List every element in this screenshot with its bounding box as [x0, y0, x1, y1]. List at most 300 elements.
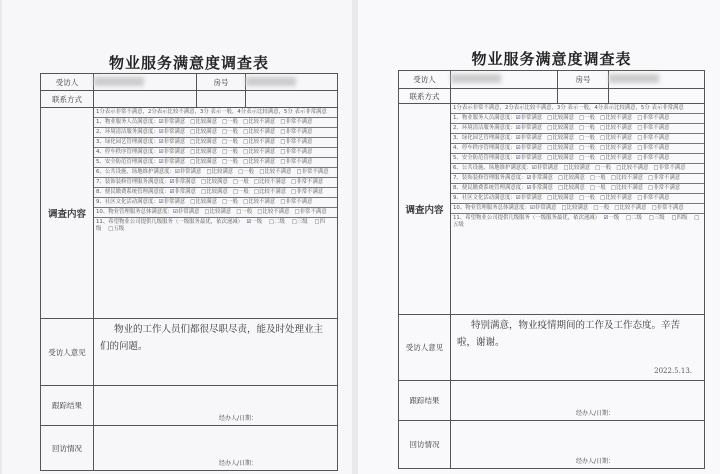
option-checkbox[interactable]: [637, 155, 669, 161]
option-label: 比较满意: [563, 185, 585, 191]
option-label: 比较不满意: [621, 165, 649, 171]
option-checkbox[interactable]: [516, 155, 542, 161]
option-label: 比较不满意: [248, 149, 276, 155]
option-checkbox[interactable]: [600, 135, 632, 141]
option-label: 比较不满意: [262, 209, 290, 215]
option-checkbox[interactable]: [527, 175, 553, 181]
option-checkbox[interactable]: [190, 129, 217, 135]
option-label: 非常满意: [520, 115, 543, 121]
checkbox-icon: □: [648, 215, 654, 221]
option-checkbox[interactable]: [243, 119, 275, 125]
checkbox-icon: □: [547, 145, 553, 151]
checkbox-icon: □: [625, 215, 632, 221]
survey-content: [451, 104, 705, 315]
checkbox-icon: □: [648, 175, 654, 181]
checkbox-icon: □: [637, 145, 643, 151]
checkbox-icon: ☑: [515, 135, 521, 141]
opinion-text: [451, 315, 704, 380]
interviewee-value: [451, 71, 558, 89]
checkbox-icon: ☑: [603, 215, 609, 221]
checkbox-icon: □: [294, 209, 300, 215]
interviewee-value: [94, 74, 197, 91]
option-checkbox[interactable]: [579, 155, 595, 161]
option-checkbox[interactable]: [590, 185, 606, 191]
option-label: 比较满意: [195, 159, 217, 165]
handler-date-label: 经办人/日期：: [219, 415, 258, 422]
room-label: 房号: [558, 71, 609, 89]
checkbox-icon: □: [637, 155, 643, 161]
survey-item: [451, 184, 704, 194]
checkbox-icon: □: [243, 119, 249, 125]
option-checkbox[interactable]: [530, 205, 556, 211]
checkbox-icon: ☑: [515, 195, 521, 201]
option-checkbox[interactable]: [222, 119, 238, 125]
checkbox-icon: □: [291, 189, 297, 195]
option-label: 非常不满意: [285, 129, 313, 135]
option-checkbox[interactable]: [563, 165, 590, 171]
option-checkbox[interactable]: [614, 205, 646, 211]
option-label: 非常满意: [163, 199, 186, 205]
option-label: 一般: [227, 129, 238, 135]
level-checkbox[interactable]: [626, 215, 642, 221]
option-checkbox[interactable]: [257, 209, 289, 215]
checkbox-icon: □: [280, 159, 286, 165]
option-checkbox[interactable]: [547, 115, 574, 121]
option-label: 比较满意: [552, 155, 574, 161]
item-question: 4、停车秩序管理满意度：: [96, 149, 159, 155]
option-label: 一般: [237, 179, 249, 185]
redacted: [94, 77, 144, 86]
option-checkbox[interactable]: [175, 169, 201, 175]
option-checkbox[interactable]: [222, 199, 238, 205]
option-checkbox[interactable]: [593, 205, 609, 211]
option-checkbox[interactable]: [233, 189, 249, 195]
item-question: 6、公共设施、场地维护满意度：: [453, 165, 532, 171]
option-checkbox[interactable]: [222, 129, 238, 135]
option-checkbox[interactable]: [201, 189, 228, 195]
option-label: 比较不满意: [264, 169, 292, 175]
option-label: 比较满意: [206, 179, 228, 185]
option-checkbox[interactable]: [190, 149, 217, 155]
option-checkbox[interactable]: [243, 139, 275, 145]
level-checkbox[interactable]: [246, 219, 262, 225]
option-label: 比较满意: [195, 129, 217, 135]
item-question: 4、停车秩序管理满意度：: [453, 145, 516, 151]
option-label: 非常不满意: [296, 189, 324, 195]
option-checkbox[interactable]: [516, 135, 542, 141]
checkbox-icon: ☑: [158, 139, 164, 145]
handler-date-label: 经办人/日期：: [576, 410, 615, 417]
option-label: 非常满意: [179, 169, 202, 175]
checkbox-icon: □: [600, 145, 606, 151]
option-checkbox[interactable]: [159, 159, 185, 165]
option-checkbox[interactable]: [600, 155, 632, 161]
option-checkbox[interactable]: [170, 179, 196, 185]
checkbox-icon: □: [190, 129, 196, 135]
option-checkbox[interactable]: [280, 129, 312, 135]
option-checkbox[interactable]: [190, 119, 217, 125]
option-checkbox[interactable]: [600, 125, 632, 131]
level-label: 一级: [608, 215, 620, 221]
option-label: 一般: [584, 195, 595, 201]
scale-note: 1分表示非常不满意，2分表示比较不满意，3分 表示一般，4分表示比较满意，5分 表示非常满意: [94, 108, 337, 118]
option-checkbox[interactable]: [243, 129, 275, 135]
option-checkbox[interactable]: [652, 205, 684, 211]
checkbox-icon: ☑: [515, 155, 521, 161]
option-checkbox[interactable]: [170, 189, 196, 195]
level-checkbox[interactable]: [603, 215, 619, 221]
option-label: 比较满意: [566, 205, 589, 211]
option-checkbox[interactable]: [637, 135, 669, 141]
item-question: 3、绿化园艺管理满意度：: [96, 139, 159, 145]
option-checkbox[interactable]: [280, 159, 312, 165]
option-checkbox[interactable]: [516, 145, 542, 151]
option-label: 比较满意: [552, 135, 574, 141]
survey-table: [40, 73, 338, 471]
survey-label: 调查内容: [41, 108, 94, 319]
opinion-text: [94, 319, 337, 385]
option-checkbox[interactable]: [243, 159, 275, 165]
checkbox-icon: □: [222, 119, 228, 125]
option-label: 一般: [598, 205, 610, 211]
checkbox-icon: □: [563, 165, 569, 171]
checkbox-icon: □: [222, 139, 228, 145]
option-label: 非常不满意: [656, 205, 684, 211]
option-label: 一般: [594, 185, 606, 191]
option-label: 非常不满意: [285, 119, 313, 125]
option-checkbox[interactable]: [654, 165, 686, 171]
option-checkbox[interactable]: [238, 169, 254, 175]
checkbox-icon: □: [238, 169, 244, 175]
checkbox-icon: □: [579, 195, 585, 201]
option-label: 非常不满意: [299, 209, 327, 215]
contact-value: [94, 91, 197, 108]
option-label: 非常不满意: [642, 155, 670, 161]
checkbox-icon: □: [232, 179, 238, 185]
checkbox-icon: □: [268, 219, 275, 225]
option-label: 比较不满意: [248, 139, 276, 145]
option-checkbox[interactable]: [190, 159, 217, 165]
option-checkbox[interactable]: [159, 199, 185, 205]
option-checkbox[interactable]: [201, 179, 228, 185]
option-checkbox[interactable]: [637, 115, 669, 121]
scale-note: 1分表示非常不满意，2分表示比较不满意，3分 表示一般，4分表示比较满意，5分 表示非常满意: [451, 104, 704, 114]
option-checkbox[interactable]: [159, 149, 185, 155]
option-label: 比较满意: [211, 169, 234, 175]
checkbox-icon: □: [296, 169, 302, 175]
checkbox-icon: □: [280, 199, 286, 205]
checkbox-icon: ☑: [172, 209, 178, 215]
option-label: 比较不满意: [605, 155, 633, 161]
option-checkbox[interactable]: [579, 125, 595, 131]
level-checkbox[interactable]: [671, 215, 687, 221]
checkbox-icon: □: [280, 139, 286, 145]
option-checkbox[interactable]: [291, 189, 323, 195]
option-label: 比较不满意: [605, 115, 633, 121]
option-checkbox[interactable]: [233, 179, 249, 185]
option-label: 一般: [241, 209, 253, 215]
option-checkbox[interactable]: [595, 165, 611, 171]
opinion-label: 受访人意见: [41, 319, 94, 386]
option-label: 比较不满意: [616, 175, 643, 181]
option-label: 一般: [227, 159, 238, 165]
tracking-label: 跟踪结果: [41, 386, 94, 426]
option-checkbox[interactable]: [243, 199, 275, 205]
option-label: 比较不满意: [259, 179, 286, 185]
checkbox-icon: □: [616, 165, 622, 171]
option-label: 比较不满意: [616, 185, 643, 191]
checkbox-icon: □: [280, 129, 286, 135]
checkbox-icon: ☑: [515, 145, 521, 151]
option-checkbox[interactable]: [600, 115, 632, 121]
option-label: 一般: [227, 119, 238, 125]
option-label: 一般: [227, 149, 238, 155]
item-question: 8、便民缴费系统管理满意度：: [96, 189, 170, 195]
option-label: 比较满意: [552, 115, 574, 121]
option-checkbox[interactable]: [547, 125, 574, 131]
option-checkbox[interactable]: [579, 135, 595, 141]
checkbox-icon: □: [222, 129, 228, 135]
item-question: 7、装饰装修管理服务满意度：: [453, 175, 527, 181]
option-checkbox[interactable]: [600, 195, 632, 201]
room-value: [246, 74, 338, 91]
survey-content: [94, 108, 338, 319]
option-checkbox[interactable]: [547, 145, 574, 151]
form-title: 物业服务满意度调查表: [108, 54, 269, 72]
option-checkbox[interactable]: [516, 115, 542, 121]
option-label: 一般: [237, 189, 249, 195]
option-label: 比较满意: [552, 145, 574, 151]
checkbox-icon: □: [558, 175, 564, 181]
option-label: 比较不满意: [248, 119, 276, 125]
option-label: 非常满意: [174, 189, 196, 195]
form-title: 物业服务满意度调查表: [471, 50, 632, 68]
option-checkbox[interactable]: [579, 115, 595, 121]
checkbox-icon: □: [190, 159, 196, 165]
option-checkbox[interactable]: [611, 185, 643, 191]
option-checkbox[interactable]: [516, 195, 542, 201]
option-label: 一般: [243, 169, 255, 175]
checkbox-icon: □: [243, 149, 249, 155]
level-label: 四级: [96, 219, 325, 232]
level-label: 四级: [676, 215, 688, 221]
survey-item-11: [451, 214, 704, 230]
option-label: 比较不满意: [605, 145, 633, 151]
option-label: 比较满意: [206, 189, 228, 195]
item-question: 3、绿化园艺管理满意度：: [453, 135, 516, 141]
checkbox-icon: □: [190, 149, 196, 155]
option-checkbox[interactable]: [648, 175, 680, 181]
room-label: 房号: [197, 74, 246, 91]
option-checkbox[interactable]: [254, 179, 286, 185]
option-checkbox[interactable]: [236, 209, 252, 215]
handler-date-label: 经办人/日期：: [219, 460, 258, 467]
level-label: 二级: [274, 219, 285, 225]
option-checkbox[interactable]: [222, 149, 238, 155]
option-label: 非常满意: [177, 209, 200, 215]
checkbox-icon: □: [201, 179, 207, 185]
item-question: 10、物业管理服务总体满意度：: [96, 209, 173, 215]
option-checkbox[interactable]: [159, 139, 185, 145]
option-checkbox[interactable]: [243, 149, 275, 155]
option-checkbox[interactable]: [280, 199, 312, 205]
checkbox-icon: □: [637, 115, 643, 121]
checkbox-icon: □: [222, 159, 228, 165]
option-checkbox[interactable]: [280, 119, 312, 125]
option-checkbox[interactable]: [254, 189, 286, 195]
option-checkbox[interactable]: [616, 165, 648, 171]
level-label: 五级: [453, 222, 464, 228]
option-checkbox[interactable]: [579, 195, 595, 201]
option-checkbox[interactable]: [600, 145, 632, 151]
survey-item: [94, 148, 337, 158]
option-label: 非常不满意: [642, 115, 670, 121]
option-label: 一般: [594, 175, 606, 181]
option-checkbox[interactable]: [222, 159, 238, 165]
option-checkbox[interactable]: [527, 185, 553, 191]
option-label: 非常不满意: [653, 175, 681, 181]
option-checkbox[interactable]: [206, 169, 233, 175]
checkbox-icon: □: [671, 215, 677, 221]
option-checkbox[interactable]: [558, 185, 585, 191]
level-label: 五级: [113, 226, 125, 232]
checkbox-icon: ☑: [515, 125, 521, 131]
option-checkbox[interactable]: [259, 169, 291, 175]
option-label: 非常满意: [520, 145, 543, 151]
option-label: 非常不满意: [658, 165, 686, 171]
option-label: 比较满意: [195, 199, 217, 205]
interviewee-label: 受访人: [41, 74, 94, 91]
option-checkbox[interactable]: [611, 175, 643, 181]
option-checkbox[interactable]: [205, 209, 232, 215]
option-label: 非常满意: [520, 155, 543, 161]
checkbox-icon: □: [243, 199, 249, 205]
option-label: 非常满意: [163, 129, 186, 135]
checkbox-icon: □: [637, 125, 643, 131]
option-label: 一般: [584, 155, 595, 161]
checkbox-icon: ☑: [531, 165, 537, 171]
survey-item: [94, 178, 337, 188]
checkbox-icon: □: [589, 175, 595, 181]
option-label: 非常不满意: [296, 179, 324, 185]
checkbox-icon: □: [259, 169, 265, 175]
option-checkbox[interactable]: [532, 165, 558, 171]
survey-item: [451, 144, 704, 154]
checkbox-icon: ☑: [158, 159, 164, 165]
option-checkbox[interactable]: [222, 139, 238, 145]
checkbox-icon: □: [610, 175, 617, 181]
checkbox-icon: □: [593, 205, 599, 211]
level-checkbox[interactable]: [269, 219, 285, 225]
item-question: 5、安全防范管理满意度：: [453, 155, 516, 161]
checkbox-icon: □: [280, 149, 286, 155]
item-question: 7、装饰装修管理服务满意度：: [96, 179, 170, 185]
option-checkbox[interactable]: [190, 199, 217, 205]
option-checkbox[interactable]: [280, 149, 312, 155]
checkbox-icon: □: [610, 185, 617, 191]
checkbox-icon: □: [561, 205, 567, 211]
option-checkbox[interactable]: [173, 209, 199, 215]
level-checkbox[interactable]: [649, 215, 665, 221]
checkbox-icon: □: [243, 129, 249, 135]
option-label: 比较不满意: [605, 135, 633, 141]
option-label: 比较不满意: [605, 195, 633, 201]
option-checkbox[interactable]: [297, 169, 329, 175]
checkbox-icon: □: [614, 205, 620, 211]
option-label: 非常满意: [531, 175, 553, 181]
survey-item: [451, 114, 704, 124]
option-checkbox[interactable]: [547, 135, 574, 141]
checkbox-icon: □: [558, 185, 564, 191]
opinion-label: 受访人意见: [399, 315, 451, 381]
item-question: 9、社区文化活动满意度：: [96, 199, 159, 205]
checkbox-icon: □: [547, 155, 553, 161]
option-checkbox[interactable]: [280, 139, 312, 145]
option-checkbox[interactable]: [590, 175, 606, 181]
survey-item: [451, 154, 704, 164]
option-label: 非常满意: [163, 149, 186, 155]
option-checkbox[interactable]: [558, 175, 585, 181]
survey-item: [94, 128, 337, 138]
option-label: 比较满意: [195, 149, 217, 155]
checkbox-icon: □: [651, 205, 657, 211]
redacted: [609, 74, 659, 83]
level-label: 二级: [631, 215, 642, 221]
level-checkbox[interactable]: [108, 226, 124, 232]
option-label: 非常满意: [536, 165, 559, 171]
option-checkbox[interactable]: [159, 129, 185, 135]
checkbox-icon: □: [600, 115, 606, 121]
option-label: 一般: [584, 145, 595, 151]
level-checkbox[interactable]: [292, 219, 308, 225]
item-question: 9、社区文化活动满意度：: [453, 195, 516, 201]
option-checkbox[interactable]: [547, 155, 574, 161]
option-label: 比较满意: [552, 125, 574, 131]
checkbox-icon: □: [600, 195, 606, 201]
item-question: 11、希望物业公司提供几级服务（一级服务最优，依次递减）: [453, 215, 601, 221]
option-label: 一般: [227, 139, 238, 145]
option-checkbox[interactable]: [637, 145, 669, 151]
option-checkbox[interactable]: [562, 205, 589, 211]
survey-item: [451, 164, 704, 174]
contact-label: 联系方式: [41, 91, 94, 108]
option-checkbox[interactable]: [291, 179, 323, 185]
option-label: 比较不满意: [605, 125, 633, 131]
option-label: 比较满意: [209, 209, 232, 215]
option-label: 非常不满意: [285, 139, 313, 145]
option-label: 非常满意: [520, 195, 543, 201]
checkbox-icon: □: [190, 139, 196, 145]
checkbox-icon: □: [589, 185, 595, 191]
option-checkbox[interactable]: [159, 119, 185, 125]
room-value: [609, 71, 705, 89]
option-label: 非常不满意: [285, 199, 313, 205]
option-checkbox[interactable]: [547, 195, 574, 201]
option-label: 比较满意: [563, 175, 585, 181]
checkbox-icon: ☑: [529, 205, 535, 211]
option-checkbox[interactable]: [516, 125, 542, 131]
option-checkbox[interactable]: [579, 145, 595, 151]
item-question: 10、物业管理服务总体满意度：: [453, 205, 530, 211]
option-label: 非常满意: [520, 125, 543, 131]
option-checkbox[interactable]: [637, 195, 669, 201]
option-checkbox[interactable]: [648, 185, 680, 191]
option-checkbox[interactable]: [295, 209, 327, 215]
option-checkbox[interactable]: [637, 125, 669, 131]
survey-item: [94, 168, 337, 178]
survey-item: [94, 198, 337, 208]
option-checkbox[interactable]: [190, 139, 217, 145]
